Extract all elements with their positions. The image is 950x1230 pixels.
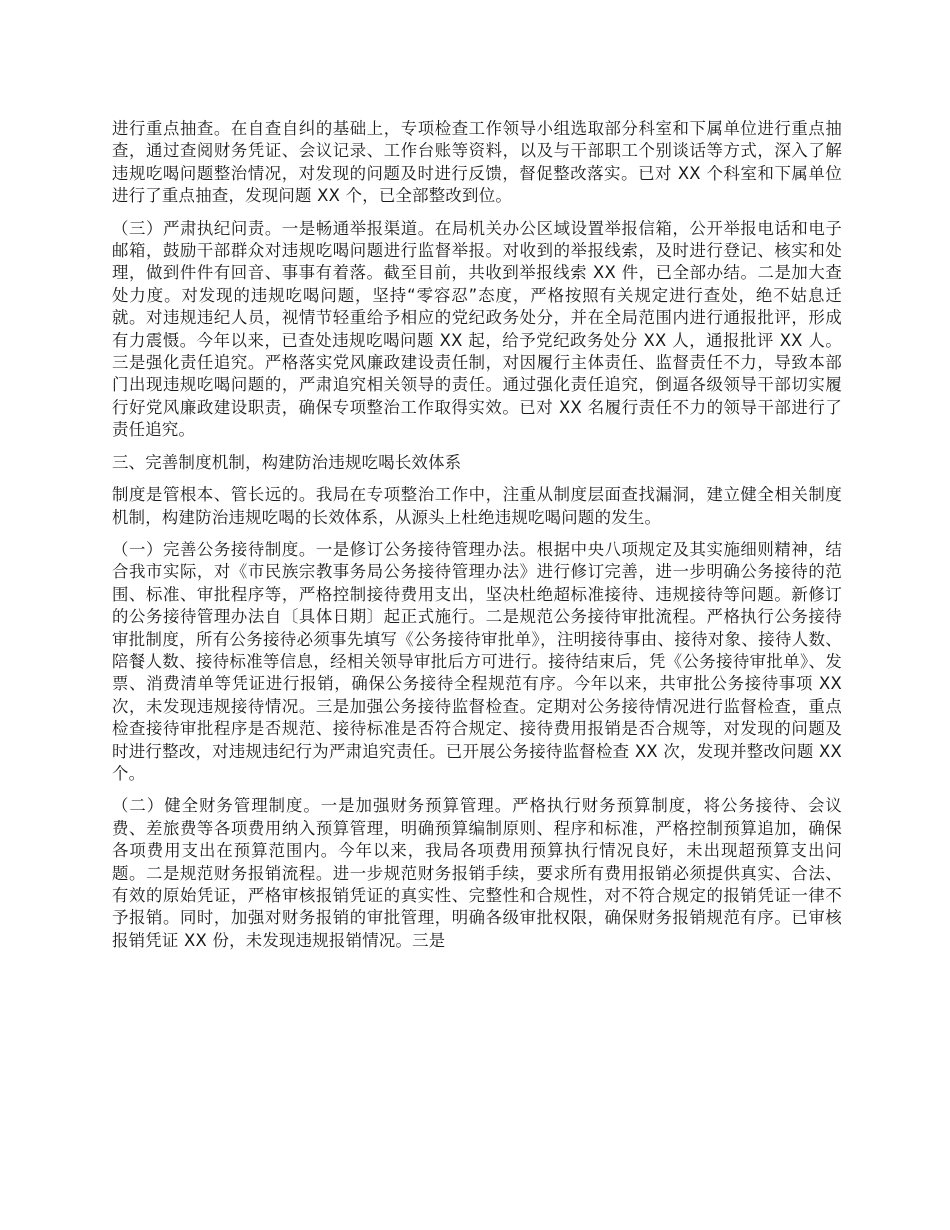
paragraph-discipline-accountability: （三）严肃执纪问责。一是畅通举报渠道。在局机关办公区域设置举报信箱，公开举报电话和电子邮箱，鼓励干部群众对违规吃喝问题进行监督举报。对收到的举报线索，及时进行登记、核实和处理，做到件件有回音、事事有着落。截至目前，共收到举报线索 XX 件，已全部办结。二是加大查处力度。对发现的违规吃喝问题，坚持“零容忍”态度，严格按照有关规定进行查处，绝不姑息迁就。对违规违纪人员，视情节轻重给予相应的党纪政务处分，并在全局范围内进行通报批评，形成有力震慑。今年以来，已查处违规吃喝问题 XX 起，给予党纪政务处分 XX 人，通报批评 XX 人。三是强化责任追究。严格落实党风廉政建设责任制，对因履行主体责任、监督责任不力，导致本部门出现违规吃喝问题的，严肃追究相关领导的责任。通过强化责任追究，倒逼各级领导干部切实履行好党风廉政建设职责，确保专项整治工作取得实效。已对 XX 名履行责任不力的领导干部进行了责任追究。 <box>112 218 842 440</box>
paragraph-reception-system: （一）完善公务接待制度。一是修订公务接待管理办法。根据中央八项规定及其实施细则精神，结合我市实际，对《市民族宗教事务局公务接待管理办法》进行修订完善，进一步明确公务接待的范围、标准、审批程序等，严格控制接待费用支出，坚决杜绝超标准接待、违规接待等问题。新修订的公务接待管理办法自〔具体日期〕起正式施行。二是规范公务接待审批流程。严格执行公务接待审批制度，所有公务接待必须事先填写《公务接待审批单》，注明接待事由、接待对象、接待人数、陪餐人数、接待标准等信息，经相关领导审批后方可进行。接待结束后，凭《公务接待审批单》、发票、消费清单等凭证进行报销，确保公务接待全程规范有序。今年以来，共审批公务接待事项 XX 次，未发现违规接待情况。三是加强公务接待监督检查。定期对公务接待情况进行监督检查，重点检查接待审批程序是否规范、接待标准是否符合规定、接待费用报销是否合规等，对发现的问题及时进行整改，对违规违纪行为严肃追究责任。已开展公务接待监督检查 XX 次，发现并整改问题 XX 个。 <box>112 539 842 783</box>
section-heading-institutional-mechanism: 三、完善制度机制，构建防治违规吃喝长效体系 <box>112 452 462 472</box>
document-page <box>112 118 842 962</box>
paragraph-financial-system: （二）健全财务管理制度。一是加强财务预算管理。严格执行财务预算制度，将公务接待、会议费、差旅费等各项费用纳入预算管理，明确预算编制原则、程序和标准，严格控制预算追加，确保各项费用支出在预算范围内。今年以来，我局各项费用预算执行情况良好，未出现超预算支出问题。二是规范财务报销流程。进一步规范财务报销手续，要求所有费用报销必须提供真实、合法、有效的原始凭证，严格审核报销凭证的真实性、完整性和合规性，对不符合规定的报销凭证一律不予报销。同时，加强对财务报销的审批管理，明确各级审批权限，确保财务报销规范有序。已审核报销凭证 XX 份，未发现违规报销情况。三是 <box>112 796 842 950</box>
paragraph-institution-intro: 制度是管根本、管长远的。我局在专项整治工作中，注重从制度层面查找漏洞，建立健全相关制度机制，构建防治违规吃喝的长效体系，从源头上杜绝违规吃喝问题的发生。 <box>112 485 842 527</box>
paragraph-spot-check: 进行重点抽查。在自查自纠的基础上，专项检查工作领导小组选取部分科室和下属单位进行重点抽查，通过查阅财务凭证、会议记录、工作台账等资料，以及与干部职工个别谈话等方式，深入了解违规吃喝问题整治情况，对发现的问题及时进行反馈，督促整改落实。已对 XX 个科室和下属单位进行了重点抽查，发现问题 XX 个，已全部整改到位。 <box>112 119 842 206</box>
